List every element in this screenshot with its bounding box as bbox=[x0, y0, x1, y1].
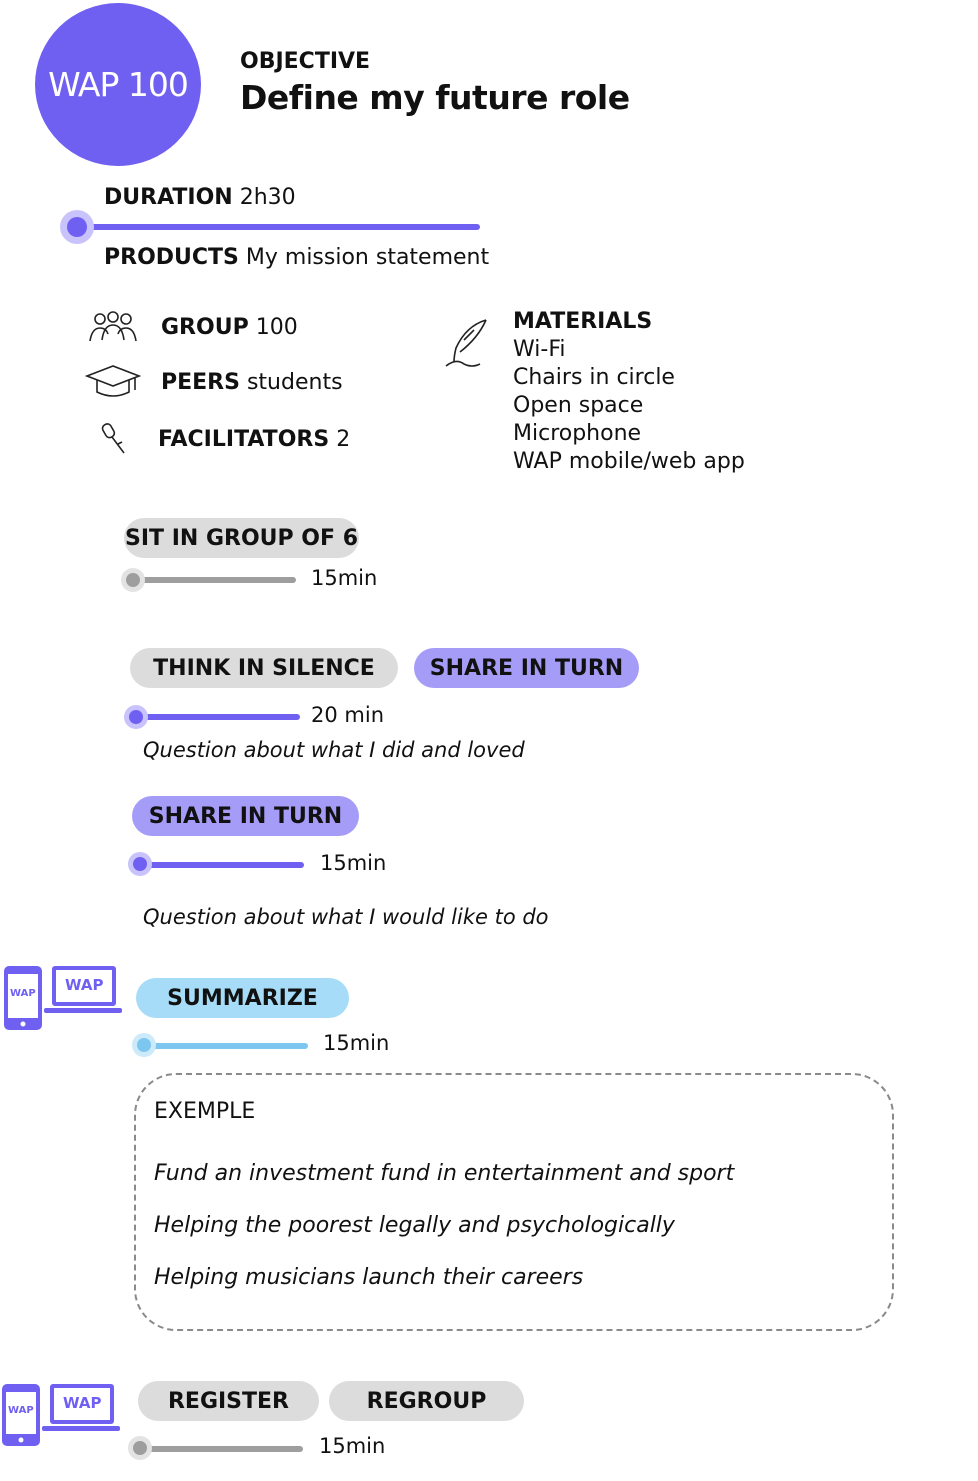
materials-item: Open space bbox=[513, 393, 644, 418]
objective-label: OBJECTIVE bbox=[240, 49, 371, 74]
phone-logo: WAP bbox=[8, 1405, 34, 1416]
graduation-cap-icon bbox=[85, 364, 141, 400]
products-value: My mission statement bbox=[245, 245, 490, 270]
devices-icon bbox=[2, 964, 122, 1032]
peers-label: PEERS bbox=[161, 370, 240, 395]
products-row bbox=[104, 245, 489, 270]
phone-logo: WAP bbox=[10, 988, 36, 999]
people-icon bbox=[86, 310, 140, 344]
step4-time: 15min bbox=[323, 1031, 390, 1055]
step3-track bbox=[140, 862, 304, 868]
tag-sit-in-group: SIT IN GROUP OF 6 bbox=[124, 518, 359, 558]
step2-question: Question about what I did and loved bbox=[143, 738, 525, 762]
step2-dot bbox=[129, 710, 143, 724]
materials-item: Microphone bbox=[513, 421, 642, 446]
step5-track bbox=[138, 1446, 303, 1452]
wap-badge bbox=[35, 3, 201, 166]
step1-time: 15min bbox=[311, 566, 378, 590]
step1-track bbox=[132, 577, 296, 583]
duration-value: 2h30 bbox=[239, 185, 296, 210]
facilitators-row bbox=[158, 427, 350, 452]
materials-item: Wi-Fi bbox=[513, 337, 566, 362]
tag-regroup: REGROUP bbox=[329, 1381, 524, 1421]
laptop-logo: WAP bbox=[65, 976, 104, 994]
materials-list bbox=[513, 336, 745, 476]
tag-summarize: SUMMARIZE bbox=[136, 978, 349, 1018]
step3-dot bbox=[133, 857, 147, 871]
duration-track bbox=[78, 224, 480, 230]
peers-row bbox=[161, 370, 343, 395]
tag-share-in-turn: SHARE IN TURN bbox=[414, 648, 639, 688]
group-value: 100 bbox=[255, 315, 298, 340]
step5-time: 15min bbox=[319, 1434, 386, 1458]
materials-label: MATERIALS bbox=[513, 309, 653, 334]
example-title: EXEMPLE bbox=[154, 1099, 256, 1124]
example-item: Fund an investment fund in entertainment and sport bbox=[154, 1161, 735, 1186]
badge-label: WAP 100 bbox=[48, 65, 188, 104]
step5-dot bbox=[133, 1441, 147, 1455]
step1-dot bbox=[126, 573, 140, 587]
step3-time: 15min bbox=[320, 851, 387, 875]
products-label: PRODUCTS bbox=[104, 245, 239, 270]
step3-question: Question about what I would like to do bbox=[143, 905, 549, 929]
duration-row bbox=[104, 185, 296, 210]
tag-think-in-silence: THINK IN SILENCE bbox=[130, 648, 398, 688]
materials-item: WAP mobile/web app bbox=[513, 449, 745, 474]
duration-dot bbox=[67, 217, 87, 237]
duration-label: DURATION bbox=[104, 185, 233, 210]
devices-icon bbox=[0, 1382, 120, 1448]
facilitators-value: 2 bbox=[336, 427, 351, 452]
facilitators-label: FACILITATORS bbox=[158, 427, 330, 452]
example-item: Helping musicians launch their careers bbox=[154, 1265, 584, 1290]
laptop-logo: WAP bbox=[63, 1394, 102, 1412]
tag-register: REGISTER bbox=[138, 1381, 319, 1421]
group-row bbox=[161, 315, 298, 340]
group-label: GROUP bbox=[161, 315, 249, 340]
step4-dot bbox=[137, 1038, 151, 1052]
step2-track bbox=[135, 714, 300, 720]
example-item: Helping the poorest legally and psychologically bbox=[154, 1213, 675, 1238]
page-title: Define my future role bbox=[240, 78, 630, 117]
microphone-icon bbox=[100, 422, 130, 456]
peers-value: students bbox=[246, 370, 343, 395]
step2-time: 20 min bbox=[311, 703, 384, 727]
step4-track bbox=[144, 1043, 308, 1049]
tag-share-in-turn-2: SHARE IN TURN bbox=[132, 796, 359, 836]
quill-icon bbox=[444, 318, 490, 370]
materials-item: Chairs in circle bbox=[513, 365, 675, 390]
